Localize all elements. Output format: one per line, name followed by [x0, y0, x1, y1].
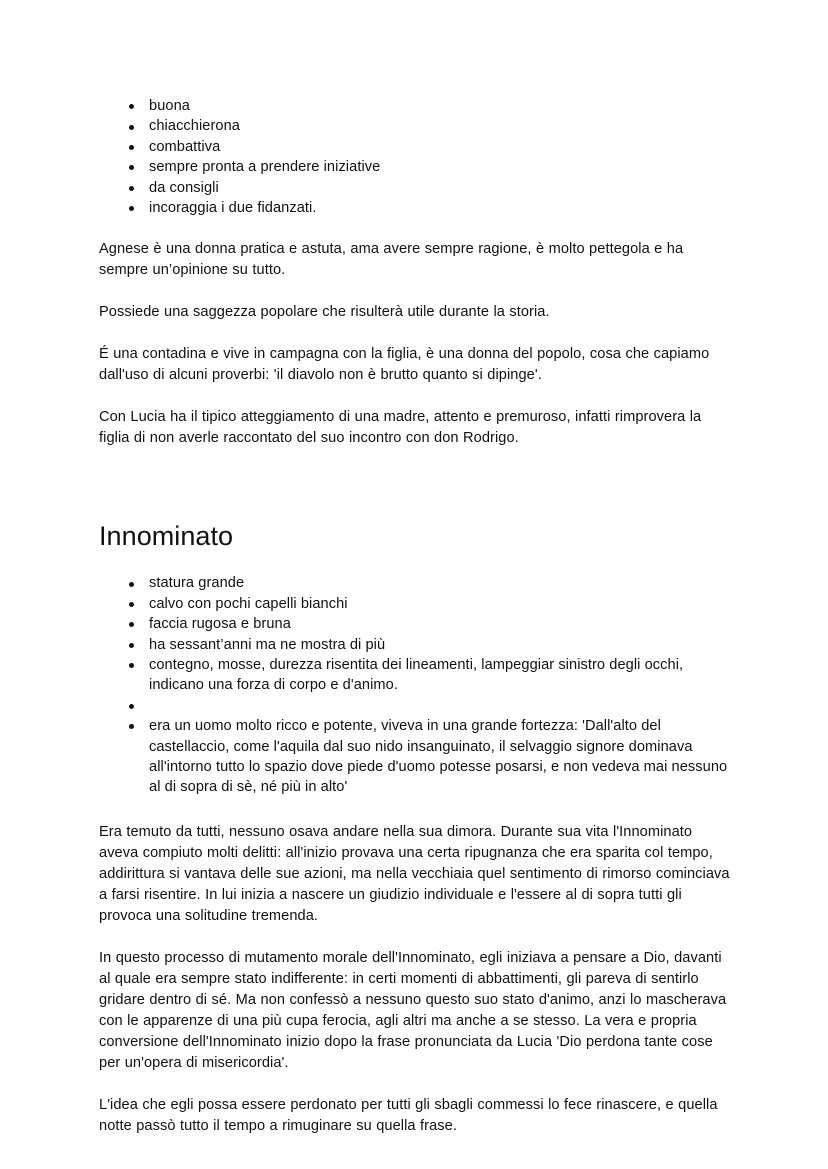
list-item-text: sempre pronta a prendere iniziative: [149, 159, 381, 176]
agnese-traits-list: [99, 96, 731, 218]
list-item: [99, 178, 731, 198]
list-item: [99, 655, 731, 696]
list-item: [99, 137, 731, 157]
paragraph: L'idea che egli possa essere perdonato per tutti gli sbagli commessi lo fece rinascere, e quella notte passò tutto il tempo a rimuginare su quella frase.: [99, 1096, 718, 1134]
spacer: [99, 218, 731, 239]
list-item: [99, 635, 731, 655]
list-item-text: combattiva: [149, 138, 221, 155]
list-item-text: calvo con pochi capelli bianchi: [149, 595, 348, 612]
spacer: [99, 552, 731, 573]
spacer: [99, 470, 731, 520]
list-item: [99, 594, 731, 614]
paragraph: Era temuto da tutti, nessuno osava andare nella sua dimora. Durante sua vita l'Innominato aveva compiuto molti delitti: all'inizio provava una certa ripugnanza che era sparita col tempo, addirittura si vantava delle sue azioni, ma nella vecchiaia quel sentimento di rimorso cominciava a farsi risentire. In lui inizia a nascere un giudizio individuale e l'essere al di sopra tutti gli provoca una solitudine tremenda.: [99, 823, 730, 924]
paragraph: Possiede una saggezza popolare che risulterà utile durante la storia.: [99, 304, 550, 321]
list-item-text: buona: [149, 98, 190, 114]
paragraph: In questo processo di mutamento morale dell'Innominato, egli iniziava a pensare a Dio, davanti al quale era sempre stato indifferente: in certi momenti di abbattimenti, gli pareva di sentirlo gridare dentro di sé. Ma non confessò a nessuno questo suo stato d'animo, anzi lo mascherava con le apparenze di una più cupa ferocia, agli altri ma anche a se stesso. La vera e propria conversione dell'Innominato inizio dopo la frase pronunciata da Lucia 'Dio perdona tante cose per un'opera di misericordia'.: [99, 949, 727, 1071]
list-item-text: statura grande: [149, 575, 245, 592]
paragraph: Agnese è una donna pratica e astuta, ama avere sempre ragione, è molto pettegola e ha sempre un’opinione su tutto.: [99, 241, 684, 279]
list-item: [99, 716, 731, 798]
list-item: [99, 96, 731, 116]
paragraph: Con Lucia ha il tipico atteggiamento di una madre, attento e premuroso, infatti rimprovera la figlia di non averle raccontato del suo incontro con don Rodrigo.: [99, 409, 702, 447]
list-item-text: era un uomo molto ricco e potente, viveva in una grande fortezza: 'Dall'alto del castellaccio, come l'aquila dal suo nido insanguinato, il selvaggio signore dominava all'intorno tutto lo spazio dove piede d'uomo potesse posarsi, e non vedeva mai nessuno al di sopra di sè, né più in alto': [149, 718, 728, 796]
list-item-empty: [99, 696, 731, 716]
paragraph: É una contadina e vive in campagna con la figlia, è una donna del popolo, cosa che capiamo dall'uso di alcuni proverbi: 'il diavolo non è brutto quanto si dipinge'.: [99, 346, 710, 384]
list-item-text: contegno, mosse, durezza risentita dei lineamenti, lampeggiar sinistro degli occhi, indicano una forza di corpo e d'animo.: [149, 657, 684, 694]
list-item-text: da consigli: [149, 179, 219, 196]
list-item-text: chiacchierona: [149, 118, 240, 135]
list-item: [99, 116, 731, 136]
list-item: [99, 198, 731, 218]
list-item-text: faccia rugosa e bruna: [149, 616, 291, 633]
list-item-text: incoraggia i due fidanzati.: [149, 200, 317, 217]
document-content: [99, 96, 731, 1137]
innominato-traits-list: [99, 573, 731, 797]
list-item-text: ha sessant’anni ma ne mostra di più: [149, 636, 386, 653]
list-item: [99, 157, 731, 177]
page-title: Innominato: [99, 521, 234, 552]
spacer: [99, 798, 731, 822]
list-item: [99, 614, 731, 634]
list-item: [99, 573, 731, 593]
